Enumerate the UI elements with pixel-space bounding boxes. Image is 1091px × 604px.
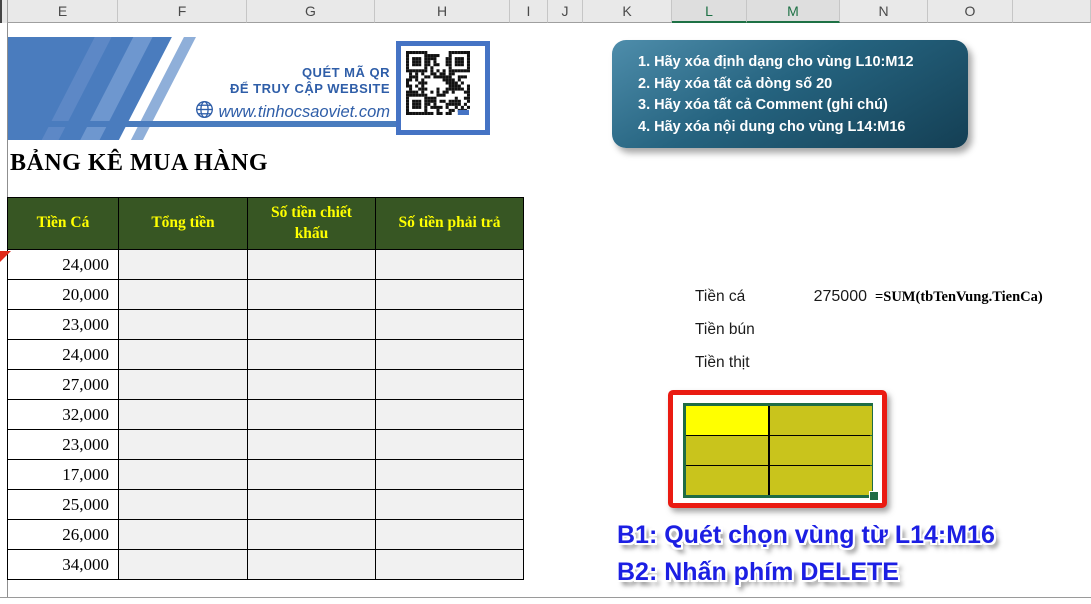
- column-header-L[interactable]: L: [672, 0, 747, 23]
- instruction-item: 4. Hãy xóa nội dung cho vùng L14:M16: [638, 118, 906, 135]
- table-row: [8, 490, 524, 520]
- empty-cell[interactable]: [248, 250, 376, 280]
- empty-cell[interactable]: [376, 430, 524, 460]
- selected-cell[interactable]: [770, 436, 872, 465]
- tien-ca-cell[interactable]: 32,000: [8, 400, 119, 430]
- empty-cell[interactable]: [376, 460, 524, 490]
- active-cell[interactable]: [686, 406, 768, 435]
- summary-value[interactable]: 275000: [813, 288, 867, 305]
- banner-caption-line1: QUÉT MÃ QR: [301, 65, 390, 80]
- table-row: [8, 250, 524, 280]
- tien-ca-cell[interactable]: 24,000: [8, 340, 119, 370]
- empty-cell[interactable]: [248, 310, 376, 340]
- table-row: [8, 550, 524, 580]
- column-header-K[interactable]: K: [583, 0, 672, 23]
- column-header-J[interactable]: J: [548, 0, 583, 23]
- column-header-M[interactable]: M: [747, 0, 840, 23]
- empty-cell[interactable]: [376, 340, 524, 370]
- empty-cell[interactable]: [248, 550, 376, 580]
- qr-code: [396, 41, 490, 135]
- selected-cell[interactable]: [770, 466, 872, 495]
- table-row: [8, 460, 524, 490]
- website-banner: [8, 37, 490, 140]
- comment-indicator-icon: [0, 251, 11, 262]
- selected-range-L14-M16[interactable]: [683, 403, 873, 498]
- empty-cell[interactable]: [248, 400, 376, 430]
- range-annotation-frame: [668, 390, 887, 508]
- tien-ca-cell[interactable]: 20,000: [8, 280, 119, 310]
- table-row: [8, 520, 524, 550]
- instruction-box: [612, 40, 968, 148]
- column-header-O[interactable]: O: [928, 0, 1013, 23]
- selected-cell[interactable]: [686, 436, 768, 465]
- table-column-header[interactable]: Tiền Cá: [8, 198, 119, 250]
- column-header-G[interactable]: G: [247, 0, 375, 23]
- selected-cell[interactable]: [686, 466, 768, 495]
- empty-cell[interactable]: [376, 310, 524, 340]
- tien-ca-cell[interactable]: 17,000: [8, 460, 119, 490]
- banner-caption: [195, 65, 391, 124]
- empty-cell[interactable]: [248, 280, 376, 310]
- table-row: [8, 370, 524, 400]
- table-column-header[interactable]: Số tiền phải trả: [376, 198, 524, 250]
- summary-row: [695, 288, 1043, 321]
- instruction-item: 3. Hãy xóa tất cả Comment (ghi chú): [638, 97, 888, 113]
- table-row: [8, 430, 524, 460]
- annotation-step1: B1: Quét chọn vùng từ L14:M16: [617, 521, 995, 549]
- summary-row: [695, 354, 1043, 387]
- empty-cell[interactable]: [248, 520, 376, 550]
- row-header-sliver: [0, 0, 8, 23]
- empty-cell[interactable]: [248, 370, 376, 400]
- tien-ca-cell[interactable]: 25,000: [8, 490, 119, 520]
- table-column-header[interactable]: Số tiền chiết khấu: [248, 198, 376, 250]
- purchase-table: [7, 197, 524, 580]
- empty-cell[interactable]: [119, 340, 248, 370]
- empty-cell[interactable]: [119, 310, 248, 340]
- empty-cell[interactable]: [376, 520, 524, 550]
- summary-row: [695, 321, 1043, 354]
- column-header-N[interactable]: N: [840, 0, 928, 23]
- empty-cell[interactable]: [376, 550, 524, 580]
- instruction-item: 2. Hãy xóa tất cả dòng số 20: [638, 75, 833, 92]
- summary-label[interactable]: Tiền cá: [695, 288, 746, 305]
- table-row: [8, 400, 524, 430]
- table-row: [8, 340, 524, 370]
- column-header-E[interactable]: E: [8, 0, 118, 23]
- purchase-table-header-row: [8, 198, 524, 250]
- empty-cell[interactable]: [119, 250, 248, 280]
- empty-cell[interactable]: [248, 460, 376, 490]
- tien-ca-cell[interactable]: 23,000: [8, 310, 119, 340]
- column-header-F[interactable]: F: [118, 0, 247, 23]
- empty-cell[interactable]: [119, 280, 248, 310]
- empty-cell[interactable]: [248, 430, 376, 460]
- tien-ca-cell[interactable]: 26,000: [8, 520, 119, 550]
- column-header-partial[interactable]: [1013, 0, 1091, 23]
- tien-ca-cell[interactable]: 23,000: [8, 430, 119, 460]
- summary-label[interactable]: Tiền bún: [695, 321, 755, 338]
- column-header-I[interactable]: I: [510, 0, 548, 23]
- empty-cell[interactable]: [119, 370, 248, 400]
- sheet-bottom-line: [0, 597, 1091, 598]
- empty-cell[interactable]: [119, 460, 248, 490]
- empty-cell[interactable]: [376, 370, 524, 400]
- empty-cell[interactable]: [376, 280, 524, 310]
- empty-cell[interactable]: [119, 520, 248, 550]
- empty-cell[interactable]: [376, 490, 524, 520]
- column-headers: [8, 0, 1091, 23]
- empty-cell[interactable]: [248, 490, 376, 520]
- empty-cell[interactable]: [376, 250, 524, 280]
- table-row: [8, 280, 524, 310]
- empty-cell[interactable]: [248, 340, 376, 370]
- summary-formula: =SUM(tbTenVung.TienCa): [875, 289, 1043, 305]
- tien-ca-cell[interactable]: 34,000: [8, 550, 119, 580]
- empty-cell[interactable]: [119, 430, 248, 460]
- banner-caption-line2: ĐỂ TRUY CẬP WEBSITE: [230, 81, 390, 97]
- tien-ca-cell[interactable]: 24,000: [8, 250, 119, 280]
- table-row: [8, 310, 524, 340]
- summary-label[interactable]: Tiền thịt: [695, 354, 750, 371]
- fill-handle[interactable]: [869, 491, 879, 501]
- empty-cell[interactable]: [119, 550, 248, 580]
- instruction-item: 1. Hãy xóa định dạng cho vùng L10:M12: [638, 54, 914, 70]
- selected-cell[interactable]: [770, 406, 872, 435]
- sheet-title: BẢNG KÊ MUA HÀNG: [10, 150, 269, 176]
- table-column-header[interactable]: Tổng tiền: [119, 198, 248, 250]
- summary-block: [695, 288, 1043, 387]
- banner-website-url: www.tinhocsaoviet.com: [218, 102, 390, 121]
- empty-cell[interactable]: [119, 490, 248, 520]
- instruction-list: [638, 52, 954, 138]
- empty-cell[interactable]: [119, 400, 248, 430]
- empty-cell[interactable]: [376, 400, 524, 430]
- tien-ca-cell[interactable]: 27,000: [8, 370, 119, 400]
- column-header-H[interactable]: H: [375, 0, 510, 23]
- globe-icon: [195, 100, 214, 125]
- annotation-step2: B2: Nhấn phím DELETE: [617, 558, 899, 586]
- column-header-row: [0, 0, 1091, 23]
